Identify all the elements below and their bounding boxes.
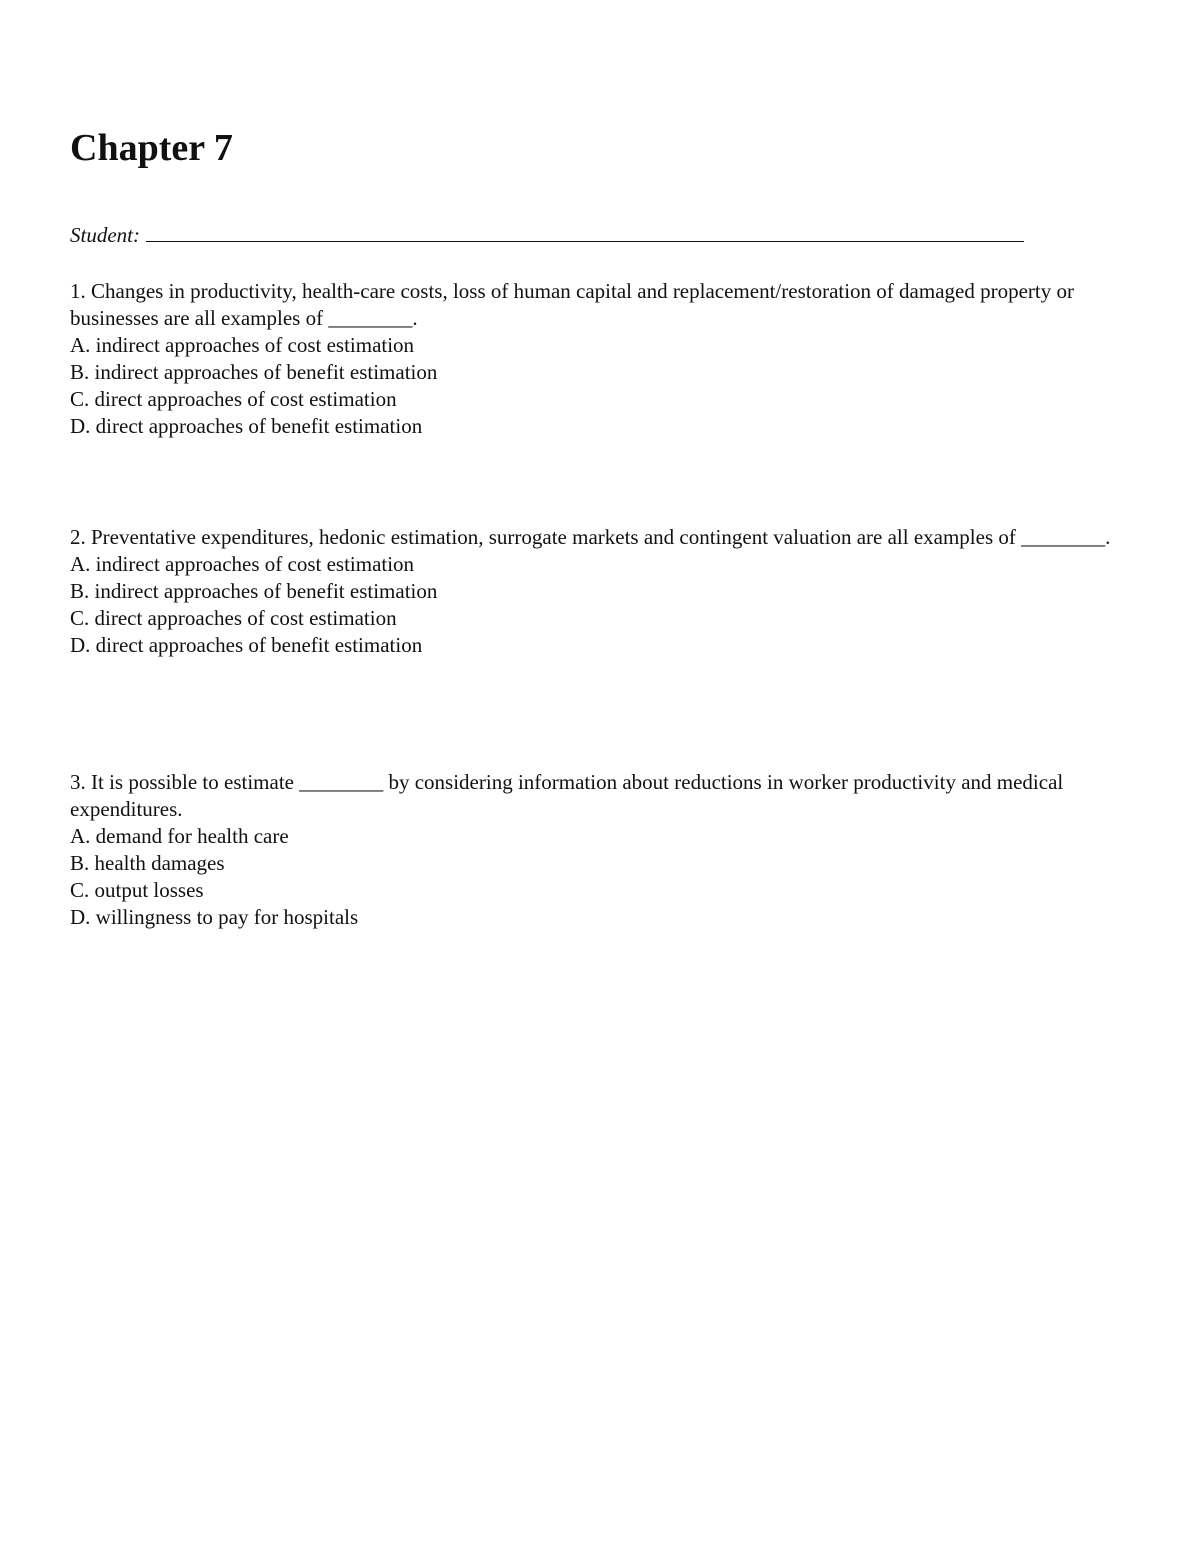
question-stem: 1. Changes in productivity, health-care costs, loss of human capital and replacement/restoration of damaged property or businesses are all examples of ________. <box>70 279 1074 330</box>
student-label: Student: <box>70 223 140 247</box>
answer-options <box>70 332 1115 440</box>
question-3 <box>70 769 1115 931</box>
answer-option-a: A. indirect approaches of cost estimation <box>70 552 415 576</box>
student-name-blank <box>146 221 1024 242</box>
answer-option-b: B. indirect approaches of benefit estimation <box>70 360 438 384</box>
answer-option-b: B. health damages <box>70 851 225 875</box>
answer-options <box>70 551 1115 659</box>
question-1 <box>70 278 1115 440</box>
answer-option-d: D. direct approaches of benefit estimation <box>70 633 423 657</box>
answer-option-c: C. direct approaches of cost estimation <box>70 387 397 411</box>
question-stem: 3. It is possible to estimate ________ by considering information about reductions in worker productivity and medical expenditures. <box>70 770 1064 821</box>
answer-option-d: D. direct approaches of benefit estimation <box>70 414 423 438</box>
answer-option-a: A. indirect approaches of cost estimation <box>70 333 415 357</box>
answer-option-c: C. direct approaches of cost estimation <box>70 606 397 630</box>
question-2 <box>70 524 1115 659</box>
answer-option-a: A. demand for health care <box>70 824 289 848</box>
chapter-title: Chapter 7 <box>70 127 233 169</box>
answer-option-b: B. indirect approaches of benefit estimation <box>70 579 438 603</box>
answer-option-d: D. willingness to pay for hospitals <box>70 905 359 929</box>
student-name-line <box>70 221 1038 249</box>
answer-option-c: C. output losses <box>70 878 204 902</box>
question-stem: 2. Preventative expenditures, hedonic estimation, surrogate markets and contingent valuation are all examples of ________. <box>70 525 1111 549</box>
answer-options <box>70 823 1115 931</box>
